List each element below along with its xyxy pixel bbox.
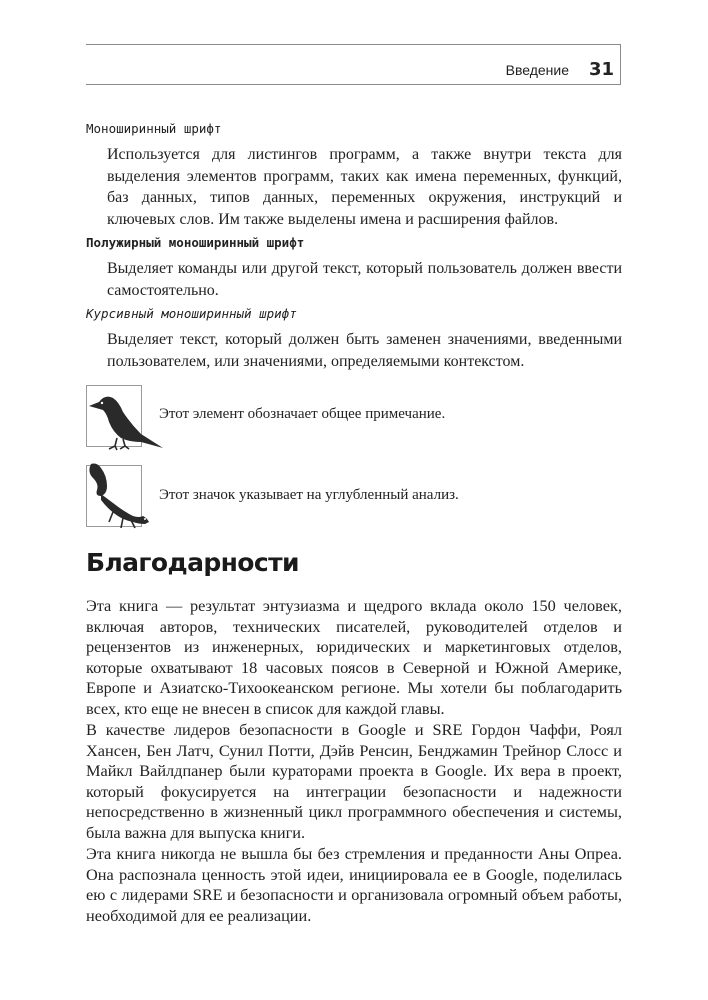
- section-title: Благодарности: [86, 548, 299, 577]
- convention-term-bold-monospace: Полужирный моноширинный шрифт: [86, 235, 305, 250]
- note-general: Этот элемент обозначает общее примечание.: [159, 406, 446, 422]
- convention-description-monospace: Используется для листингов программ, а также внутри текста для выделения элементов программ, таких как имена переменных, функций, баз данных, типов данных, переменных окружения, инструкций и ключевых слов. Им также выделены имена и расширения файлов.: [107, 146, 622, 228]
- running-head: Введение: [505, 62, 569, 78]
- page-number: 31: [588, 59, 614, 80]
- acknowledgements-paragraph: В качестве лидеров безопасности в Google и SRE Гордон Чаффи, Роял Хансен, Бен Латч, Сунил Потти, Дэйв Ренсин, Бенджамин Трейнор Слосс и Майкл Вайлдпанер были кураторами проекта в Google. Их вера в проект, который фокусируется на интеграции безопасности и надежности непосредственно в жизненный цикл программного обеспечения и системы, была важна для выпуска книги.: [86, 720, 622, 842]
- squirrel-icon: [86, 465, 142, 527]
- note-deep-dive: Этот значок указывает на углубленный анализ.: [159, 487, 459, 503]
- convention-term-italic-monospace: Курсивный моноширинный шрифт: [86, 306, 297, 321]
- convention-term-monospace: Моноширинный шрифт: [86, 121, 222, 136]
- convention-description-bold-monospace: Выделяет команды или другой текст, который пользователь должен ввести самостоятельно.: [107, 260, 622, 299]
- convention-description-italic-monospace: Выделяет текст, который должен быть заменен значениями, введенными пользователем, или значениями, определяемыми контекстом.: [107, 331, 622, 370]
- acknowledgements-paragraph: Эта книга — результат энтузиазма и щедрого вклада около 150 человек, включая авторов, технических писателей, руководителей отделов и рецензентов из инженерных, юридических и маркетинговых отделов, которые охватывают 18 часовых поясов в Северной и Южной Америке, Европе и Азиатско-Тихоокеанском регионе. Мы хотели бы поблагодарить всех, кто еще не внесен в список для каждой главы.: [86, 596, 622, 718]
- crow-icon: [86, 385, 142, 447]
- acknowledgements-paragraph: Эта книга никогда не вышла бы без стремления и преданности Аны Опреа. Она распознала ценность этой идеи, инициировала ее в Google, поделилась ею с лидерами SRE и безопасности и организовала огромный объем работы, необходимой для ее реализации.: [86, 844, 622, 925]
